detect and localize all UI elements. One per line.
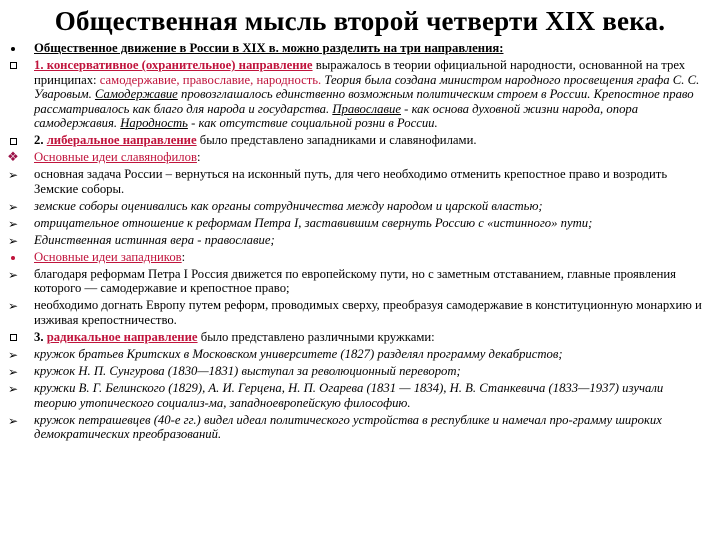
dot-bullet-icon <box>6 42 20 56</box>
item-text: было представлено западниками и славянофилами. <box>196 133 477 148</box>
square-bullet-icon <box>6 59 20 73</box>
item-text: кружок Н. П. Сунгурова (1830—1831) выступал за революционный переворот; <box>34 363 461 378</box>
list-item <box>6 347 708 362</box>
item-text: радикальное направление <box>46 329 198 344</box>
item-text: Основные идеи западников <box>34 249 182 264</box>
item-text: необходимо догнать Европу путем реформ, проводимых сверху, преобразуя самодержавие в конституционную монархию и изживая крепостничество. <box>34 298 702 327</box>
list-item <box>6 364 708 379</box>
list-item <box>6 58 708 131</box>
arrow-bullet-icon: ➢ <box>7 199 19 214</box>
dot-bullet-icon <box>6 251 20 265</box>
item-text: : <box>181 249 186 264</box>
item-text: 2. <box>34 133 47 148</box>
list-item <box>6 199 708 214</box>
item-text: 3. <box>34 329 47 344</box>
arrow-bullet-icon: ➢ <box>7 364 19 379</box>
square-bullet-icon <box>6 134 20 148</box>
item-text: Народность <box>120 116 188 131</box>
item-text: Основные идеи славянофилов <box>34 150 197 165</box>
list-item <box>6 267 708 296</box>
arrow-bullet-icon: ➢ <box>7 233 19 248</box>
list-item <box>6 216 708 231</box>
item-text: Православие <box>332 101 401 116</box>
arrow-bullet-icon: ➢ <box>7 299 19 314</box>
item-text: кружки В. Г. Белинского (1829), А. И. Герцена, Н. П. Огарева (1831 — 1834), Н. В. Станкевича (1833—1937) изучали теорию утопического социализ-ма, западноевропейскую философию. <box>34 380 664 410</box>
item-text: либеральное направление <box>46 133 197 148</box>
item-text: - как отсутствие социальной розни в России. <box>187 116 438 131</box>
list-item <box>6 167 708 196</box>
item-text: основная задача России – вернуться на исконный путь, для чего необходимо отменить крепостное право и возродить Земские соборы. <box>34 167 668 196</box>
list-item <box>6 298 708 327</box>
square-bullet-icon <box>6 331 20 345</box>
slide-title: Общественная мысль второй четверти XIX века. <box>54 6 666 36</box>
item-text: кружок братьев Критских в Московском университете (1827) разделял программу декабристов; <box>34 346 563 361</box>
item-text: выражалось в теории официальной народности, основанной на трех принципах: <box>34 57 686 87</box>
item-text: Общественное движение в России в XIX в. можно разделить на три направления: <box>34 41 504 55</box>
item-text: 1. консервативное (охранительное) направление <box>34 57 313 72</box>
item-text: Теория была создана министром народного просвещения графа С. С. Уваровым. <box>34 72 700 102</box>
list-item <box>6 41 708 56</box>
arrow-bullet-icon: ➢ <box>7 413 19 428</box>
item-text: - как основа духовной жизни народа, опора самодержавия. <box>34 101 639 131</box>
item-text: провозглашалось единственно возможным политическим строем в России. Крепостное право рассматривалось как благо для народа и государства. <box>34 87 694 116</box>
item-text: : <box>196 150 201 165</box>
bullet-list <box>6 41 708 444</box>
item-text: отрицательное отношение к реформам Петра I, заставившим свернуть Россию с «истинного» пути; <box>34 215 593 230</box>
list-item <box>6 381 708 410</box>
arrow-bullet-icon: ➢ <box>7 168 19 183</box>
item-text: кружок петрашевцев (40-е гг.) видел идеал политического устройства в республике и намечал про-грамму широких демократических преобразований. <box>34 412 662 442</box>
list-item <box>6 250 708 265</box>
list-item <box>6 413 708 442</box>
arrow-bullet-icon: ➢ <box>7 381 19 396</box>
list-item <box>6 150 708 165</box>
list-item <box>6 330 708 345</box>
arrow-bullet-icon: ➢ <box>7 267 19 282</box>
diamond-star-bullet-icon: ❖ <box>7 150 19 166</box>
item-text: Единственная истинная вера - православие; <box>34 232 275 247</box>
item-text: Самодержавие <box>94 87 178 102</box>
item-text: было представлено различными кружками: <box>197 329 435 344</box>
arrow-bullet-icon: ➢ <box>7 216 19 231</box>
item-text: земские соборы оценивались как органы сотрудничества между народом и царской властью; <box>34 198 543 213</box>
list-item <box>6 233 708 248</box>
list-item <box>6 133 708 148</box>
item-text: благодаря реформам Петра I Россия движется по европейскому пути, но с заметным отставанием, главные проявления которого — самодержавие и крепостное право; <box>34 266 677 296</box>
arrow-bullet-icon: ➢ <box>7 347 19 362</box>
item-text: самодержавие, православие, народность. <box>99 72 322 87</box>
